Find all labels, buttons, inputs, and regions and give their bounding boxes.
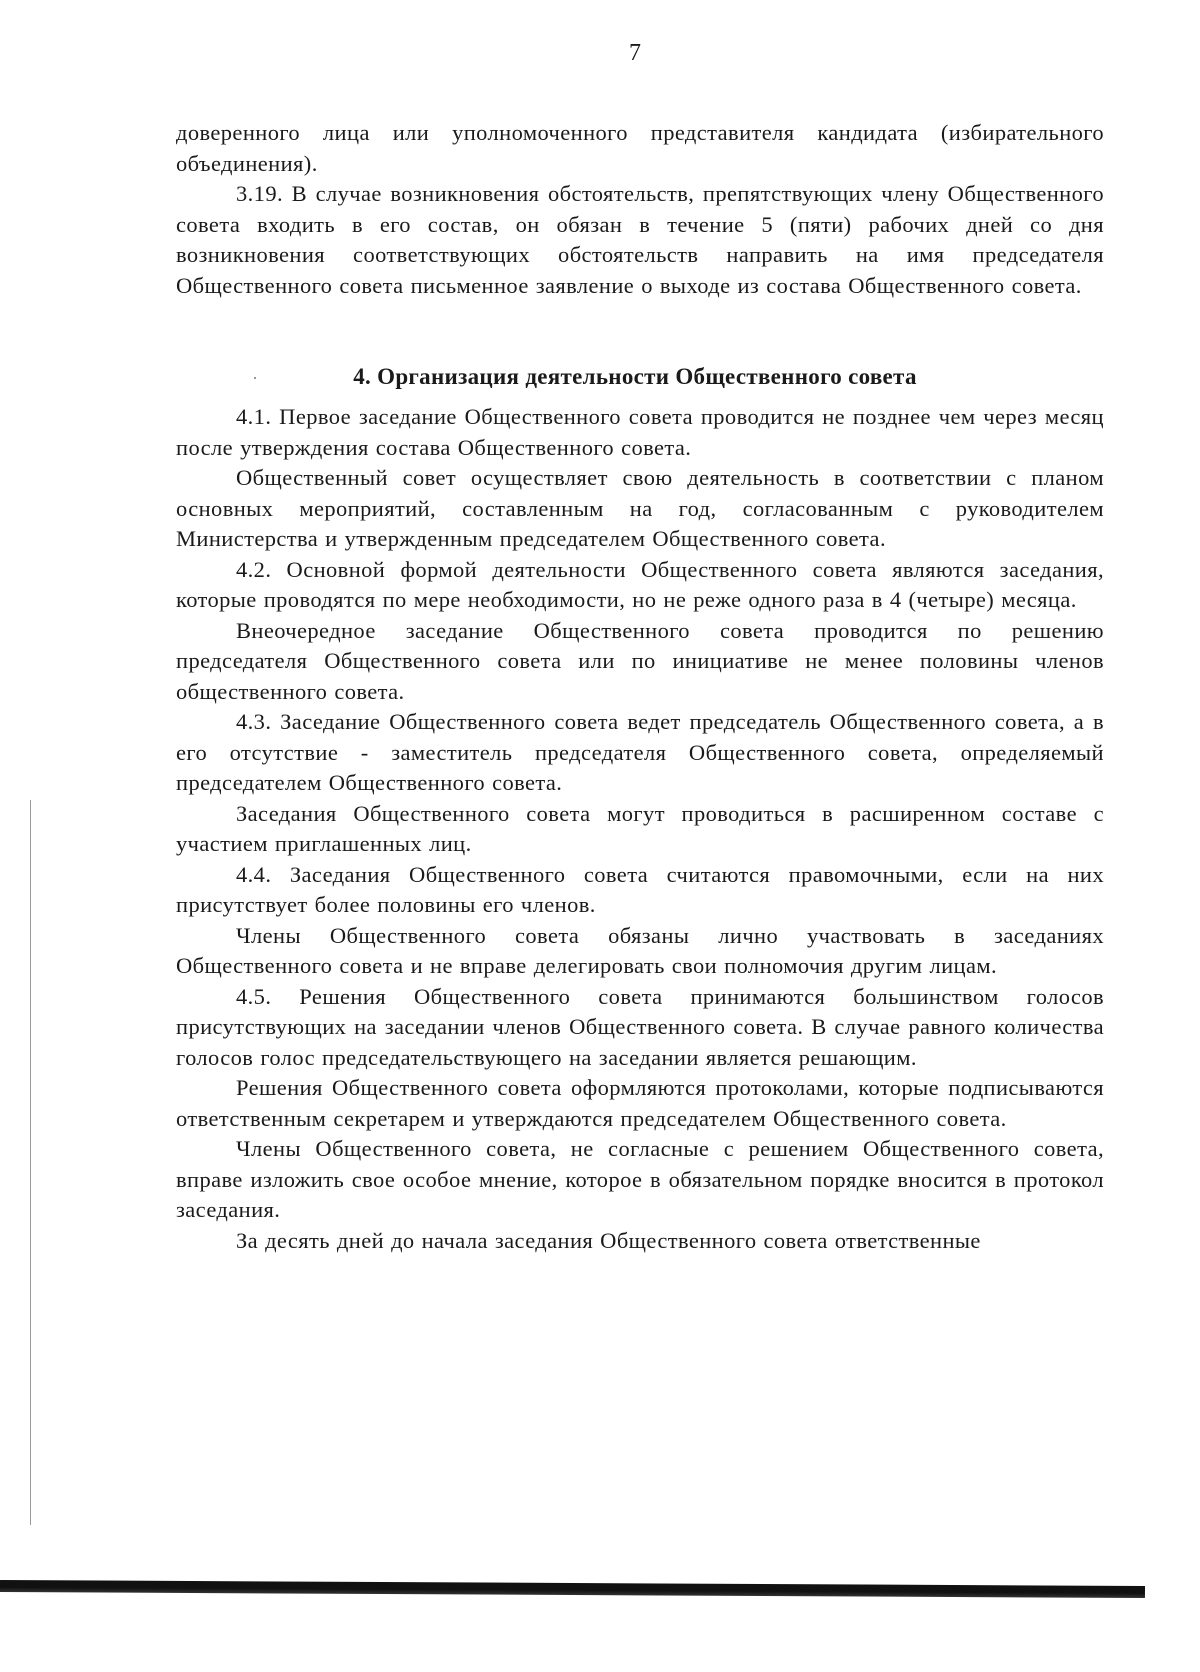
paragraph-protocols: Решения Общественного совета оформляются протоколами, которые подписываются ответственным секретарем и утверждаются председателем Общественного совета. — [176, 1075, 1104, 1131]
paragraph-plan: Общественный совет осуществляет свою деятельность в соответствии с планом основных мероприятий, составленным на год, согласованным с руководителем Министерства и утвержденным председателем Общественного совета. — [176, 465, 1104, 551]
paragraph-extraordinary: Внеочередное заседание Общественного совета проводится по решению председателя Общественного совета или по инициативе не менее половины членов общественного совета. — [176, 617, 1104, 704]
paragraph-dissent: Члены Общественного совета, не согласные с решением Общественного совета, вправе изложить свое особое мнение, которое в обязательном порядке вносится в протокол заседания. — [176, 1136, 1104, 1222]
paragraph-ten-days: За десять дней до начала заседания Общественного совета ответственные — [236, 1227, 981, 1253]
section-heading: 4. Организация деятельности Общественного совета — [353, 364, 917, 389]
section-body — [176, 402, 1104, 1256]
paragraph-extended: Заседания Общественного совета могут проводиться в расширенном составе с участием приглашенных лиц. — [176, 800, 1104, 856]
paragraph-4-2: 4.2. Основной формой деятельности Общественного совета являются заседания, которые проводятся по мере необходимости, но не реже одного раза в 4 (четыре) месяца. — [176, 556, 1104, 612]
paragraph-4-3: 4.3. Заседание Общественного совета ведет председатель Общественного совета, а в его отсутствие - заместитель председателя Общественного совета, определяемый председателем Общественного совета. — [176, 709, 1104, 795]
top-text-block — [176, 118, 1104, 301]
paragraph-members-duty: Члены Общественного совета обязаны лично участвовать в заседаниях Общественного совета и не вправе делегировать свои полномочия другим лицам. — [176, 922, 1104, 978]
scan-margin-line — [30, 800, 31, 1525]
paragraph-4-4: 4.4. Заседания Общественного совета считаются правомочными, если на них присутствует более половины его членов. — [176, 861, 1104, 917]
scan-bottom-edge — [0, 1580, 1145, 1598]
page-number: 7 — [629, 40, 641, 66]
paragraph-4-1: 4.1. Первое заседание Общественного совета проводится не позднее чем через месяц после утверждения состава Общественного совета. — [176, 404, 1104, 460]
paragraph-continuation: доверенного лица или уполномоченного представителя кандидата (избирательного объединения). — [176, 120, 1104, 176]
paragraph-4-5: 4.5. Решения Общественного совета принимаются большинством голосов присутствующих на заседании членов Общественного совета. В случае равного количества голосов голос председательствующего на заседании является решающим. — [176, 983, 1104, 1070]
paragraph-3-19: 3.19. В случае возникновения обстоятельств, препятствующих члену Общественного совета входить в его состав, он обязан в течение 5 (пяти) рабочих дней со дня возникновения соответствующих обстоятельств направить на имя председателя Общественного совета письменное заявление о выходе из состава Общественного совета. — [176, 181, 1104, 298]
